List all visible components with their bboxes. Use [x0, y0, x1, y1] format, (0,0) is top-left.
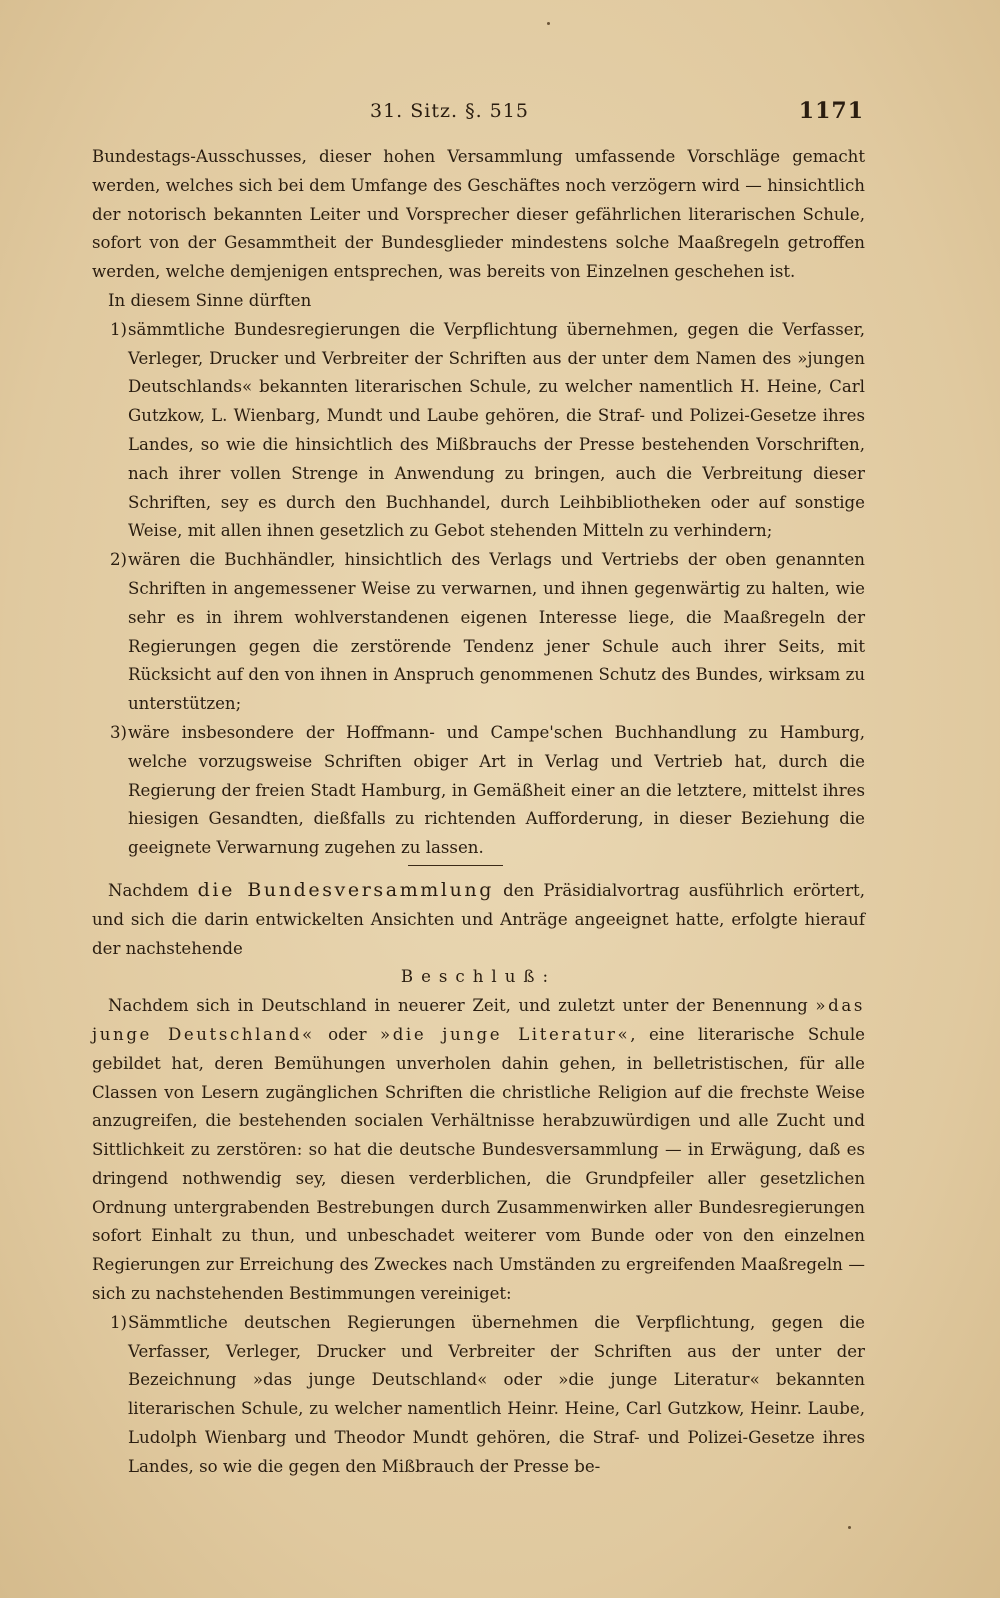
proposal-text: sämmtliche Bundesregierungen die Verpflichtung übernehmen, gegen die Verfasser, Verleger, Drucker und Verbreiter der Schriften aus der unter dem Namen des »jungen Deutschlands« bekannten literarischen Schule, zu welcher namentlich H. Heine, Carl Gutzkow, L. Wienbarg, Mundt und Laube gehören, die Straf- und Polizei-Gesetze ihres Landes, so wie die hinsichtlich des Mißbrauchs der Presse bestehenden Vorschriften, nach ihrer vollen Strenge in Anwendung zu bringen, auch die Verbreitung dieser Schriften, sey es durch den Buchhandel, durch Leihbibliotheken oder auf sonstige Weise, mit allen ihnen gesetzlich zu Gebot stehenden Mitteln zu verhindern; — [128, 319, 865, 541]
paper-speck — [848, 1526, 851, 1529]
transition-before: Nachdem — [108, 880, 198, 900]
paper-speck — [547, 22, 550, 25]
assembly-name: die Bundesversammlung — [197, 878, 495, 901]
decree-item-1 — [92, 1309, 865, 1482]
page-header — [0, 100, 1000, 130]
term-junge-deutschland: »das junge Deutschland« — [92, 996, 865, 1044]
running-head: 31. Sitz. §. 515 — [370, 100, 529, 122]
decree-text: Sämmtliche deutschen Regierungen übernehmen die Verpflichtung, gegen die Verfasser, Verleger, Drucker und Verbreiter der Schriften aus der unter der Bezeichnung »das junge Deutschland« oder »die junge Literatur« bekannten literarischen Schule, zu welcher namentlich Heinr. Heine, Carl Gutzkow, Heinr. Laube, Ludolph Wienbarg und Theodor Mundt gehören, die Straf- und Polizei-Gesetze ihres Landes, so wie die gegen den Mißbrauch der Presse be- — [128, 1312, 865, 1476]
page-body — [92, 143, 865, 1482]
term-junge-literatur: »die junge Literatur« — [379, 1024, 631, 1044]
page-number: 1171 — [798, 98, 864, 124]
proposal-number: 3) — [110, 722, 128, 742]
section-divider — [408, 865, 503, 866]
proposal-number: 2) — [110, 550, 128, 570]
proposal-text: wären die Buchhändler, hinsichtlich des Verlags und Vertriebs der oben genannten Schriften in angemessener Weise zu verwarnen, und ihnen gegenwärtig zu halten, wie sehr es in ihrem wohlverstandenen eigenen Interesse liege, die Maaßregeln der Regierungen gegen die zerstörende Tendenz jener Schule auch ihrer Seits, mit Rücksicht auf den von ihnen in Anspruch genommenen Schutz des Bundes, wirksam zu unterstützen; — [128, 550, 865, 714]
resolution-part-3: , eine literarische Schule gebildet hat, deren Bemühungen unverholen dahin gehen, in belletristischen, für alle Classen von Lesern zugänglichen Schriften die christliche Religion auf die frechste Weise anzugreifen, die bestehenden socialen Verhältnisse herabzuwürdigen und alle Zucht und Sittlichkeit zu zerstören: so hat die deutsche Bundesversammlung — in Erwägung, daß es dringend nothwendig sey, diesen verderblichen, die Grundpfeiler aller gesetzlichen Ordnung untergrabenden Bestrebungen durch Zusammenwirken aller Bundesregierungen sofort Einhalt zu thun, und unbeschadet weiterer vom Bunde oder von den einzelnen Regierungen zur Erreichung des Zweckes nach Umständen zu ergreifenden Maaßregeln — sich zu nachstehenden Bestimmungen vereiniget: — [92, 1024, 866, 1304]
resolution-part-2: oder — [314, 1024, 380, 1044]
proposal-item-2 — [92, 546, 865, 719]
intro-paragraph: Bundestags-Ausschusses, dieser hohen Versammlung umfassende Vorschläge gemacht werden, welches sich bei dem Umfange des Geschäftes noch verzögern wird — hinsichtlich der notorisch bekannten Leiter und Vorsprecher dieser gefährlichen literarischen Schule, sofort von der Gesammtheit der Bundesglieder mindestens solche Maaßregeln getroffen werden, welche demjenigen entsprechen, was bereits von Einzelnen geschehen ist. — [92, 147, 865, 282]
proposal-item-3 — [92, 719, 865, 863]
resolution-part-1: Nachdem sich in Deutschland in neuerer Zeit, und zuletzt unter der Benennung — [108, 996, 816, 1016]
lead-in-line: In diesem Sinne dürften — [108, 290, 312, 310]
decree-number: 1) — [110, 1312, 128, 1332]
resolution-heading: Beschluß: — [400, 967, 557, 987]
proposal-text: wäre insbesondere der Hoffmann- und Campe'schen Buchhandlung zu Hamburg, welche vorzugsweise Schriften obiger Art in Verlag und Vertrieb hat, durch die Regierung der freien Stadt Hamburg, in Gemäßheit einer an die letztere, mittelst ihres hiesigen Gesandten, dießfalls zu richtenden Aufforderung, in dieser Beziehung die geeignete Verwarnung zugehen zu lassen. — [128, 722, 865, 858]
resolution-paragraph — [92, 992, 865, 1309]
transition-after: den Präsidialvortrag ausführlich erörtert, und sich die darin entwickelten Ansichten und Anträge angeeignet hatte, erfolgte hierauf der nachstehende — [92, 880, 865, 958]
proposal-item-1 — [92, 316, 865, 546]
transition-paragraph — [92, 876, 865, 963]
proposal-number: 1) — [110, 319, 128, 339]
